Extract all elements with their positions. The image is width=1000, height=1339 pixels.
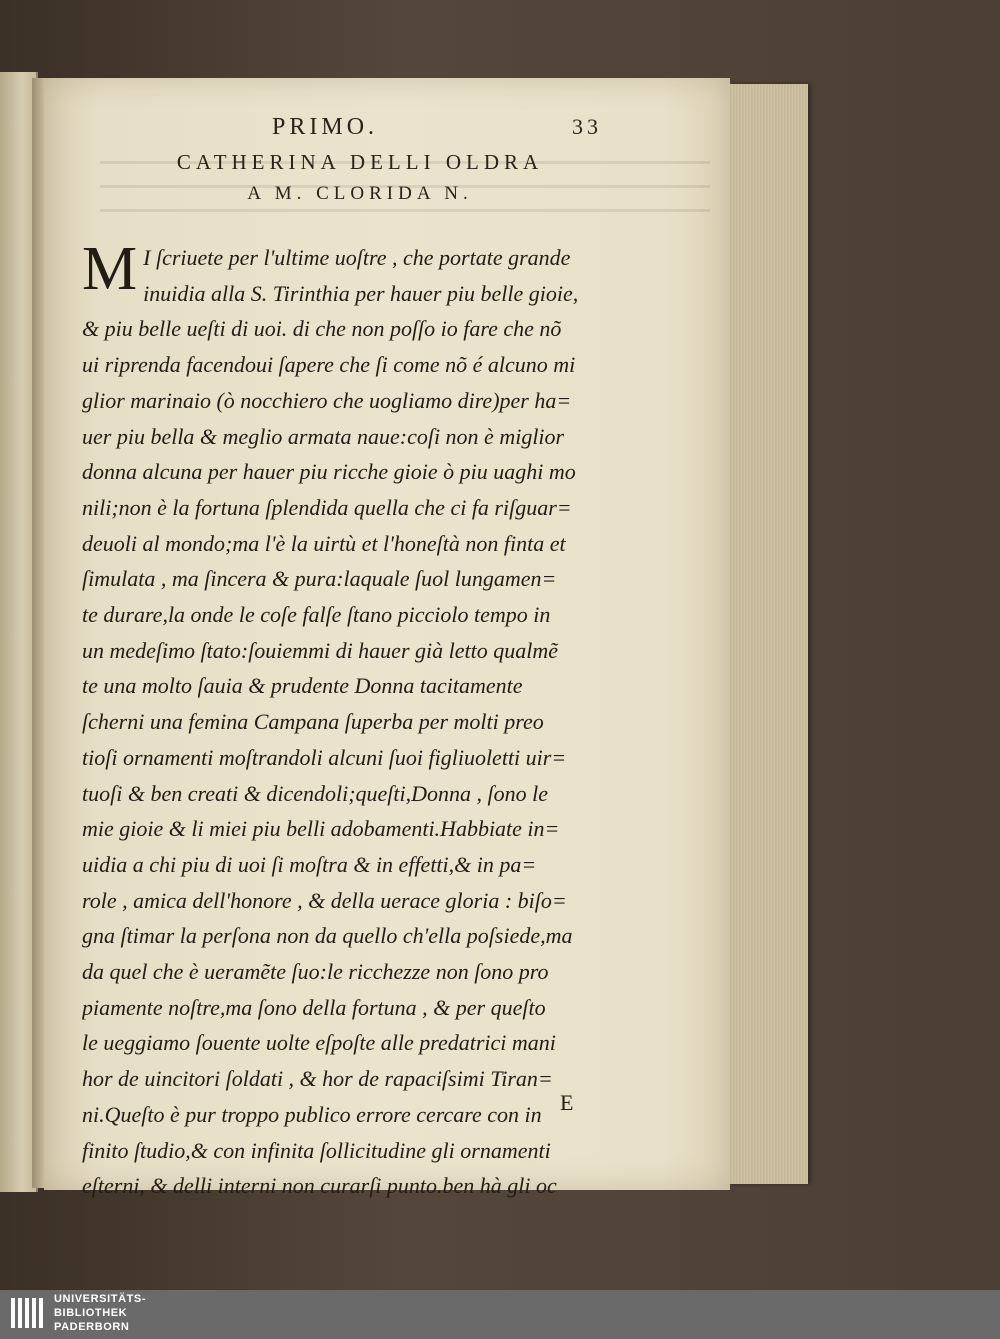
text-line: role , amica dell'honore , & della uerace gloria : biſo= bbox=[82, 887, 567, 913]
footer-bar bbox=[0, 1290, 1000, 1339]
letter-body bbox=[82, 235, 652, 1204]
text-line: te una molto ſauia & prudente Donna tacitamente bbox=[82, 673, 523, 699]
text-line: tuoſi & ben creati & dicendoli;queſti,Donna , ſono le bbox=[82, 780, 548, 806]
text-line: donna alcuna per hauer piu ricche gioie ò piu uaghi mo bbox=[82, 459, 576, 485]
text-line: da quel che è ueramẽte ſuo:le ricchezze non ſono pro bbox=[82, 959, 549, 985]
text-line: I ſcriuete per l'ultime uoſtre , che portate grande bbox=[143, 245, 571, 270]
page-fore-edge bbox=[728, 84, 808, 1184]
text-line: hor de uincitori ſoldati , & hor de rapaciſsimi Tiran= bbox=[82, 1066, 553, 1092]
text-line: nili;non è la fortuna ſplendida quella che ci fa riſguar= bbox=[82, 494, 572, 520]
page-number: 33 bbox=[572, 114, 602, 139]
running-title: PRIMO. bbox=[272, 114, 379, 140]
text-line: gna ſtimar la perſona non da quello ch'ella poſsiede,ma bbox=[82, 923, 573, 949]
text-line: finito ſtudio,& con infinita ſollicitudine gli ornamenti bbox=[82, 1137, 551, 1163]
text-line: & piu belle ueſti di uoi. di che non poſſo io fare che nõ bbox=[82, 316, 562, 342]
text-line: piamente noſtre,ma ſono della fortuna , & per queſto bbox=[82, 994, 546, 1020]
text-line: deuoli al mondo;ma l'è la uirtù et l'honeſtà non finta et bbox=[82, 530, 566, 556]
library-columns-icon bbox=[8, 1294, 46, 1332]
letter-heading-recipient: A M. CLORIDA N. bbox=[247, 183, 473, 204]
page-header bbox=[272, 114, 602, 146]
text-line: ui riprenda facendoui ſapere che ſi come nõ é alcuno mi bbox=[82, 352, 576, 378]
text-line: ni.Queſto è pur troppo publico errore cercare con in bbox=[82, 1101, 542, 1127]
logo-line-1: UNIVERSITÄTS- bbox=[54, 1293, 147, 1305]
text-line: uer piu bella & meglio armata naue:coſi non è miglior bbox=[82, 423, 565, 449]
text-line: tioſi ornamenti moſtrandoli alcuni ſuoi figliuoletti uir= bbox=[82, 744, 567, 770]
text-line: ſcherni una femina Campana ſuperba per molti preo bbox=[82, 709, 544, 735]
letter-heading-sender: CATHERINA DELLI OLDRA bbox=[176, 150, 544, 174]
text-line: un medeſimo ſtato:ſouiemmi di hauer già letto qualmẽ bbox=[82, 637, 558, 663]
text-line: le ueggiamo ſouente uolte eſpoſte alle predatrici mani bbox=[82, 1030, 556, 1056]
logo-line-3: PADERBORN bbox=[54, 1321, 130, 1333]
text-line: uidia a chi piu di uoi ſi moſtra & in effetti,& in pa= bbox=[82, 851, 537, 877]
text-line: glior marinaio (ò nocchiero che uogliamo dire)per ha= bbox=[82, 387, 572, 413]
logo-line-2: BIBLIOTHEK bbox=[54, 1307, 128, 1319]
text-line: ſimulata , ma ſincera & pura:laquale ſuol lungamen= bbox=[82, 566, 557, 592]
library-logo-text bbox=[54, 1292, 146, 1334]
text-line: te durare,la onde le coſe falſe ſtano picciolo tempo in bbox=[82, 602, 551, 628]
signature-mark: E bbox=[560, 1090, 574, 1115]
text-line: eſterni, & delli interni non curarſi punto.ben hà gli oc bbox=[82, 1173, 557, 1199]
drop-cap-initial: M bbox=[82, 235, 138, 303]
text-line: inuidia alla S. Tirinthia per hauer piu belle gioie, bbox=[143, 280, 579, 306]
text-line: mie gioie & li miei piu belli adobamenti.Habbiate in= bbox=[82, 816, 560, 842]
